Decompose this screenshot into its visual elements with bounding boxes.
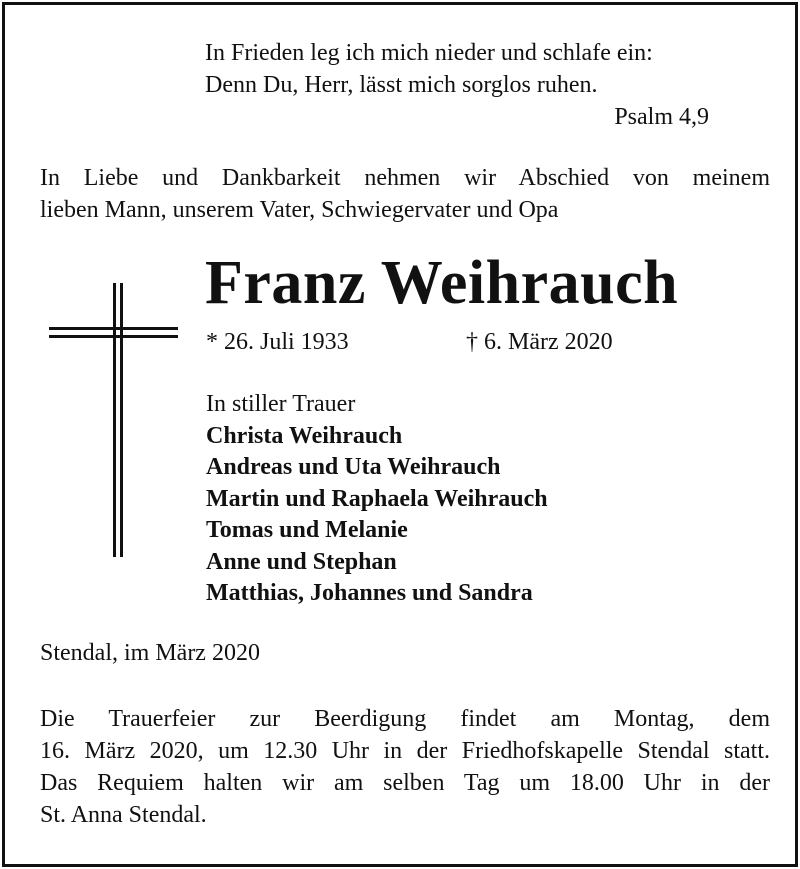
intro-line-1: In Liebe und Dankbarkeit nehmen wir Abschied von meinem xyxy=(40,165,770,191)
verse-reference: Psalm 4,9 xyxy=(614,104,709,130)
mourner-name: Christa Weihrauch xyxy=(206,422,403,449)
funeral-line-3: Das Requiem halten wir am selben Tag um 18.00 Uhr in der xyxy=(40,770,770,796)
intro-line-2: lieben Mann, unserem Vater, Schwiegervater und Opa xyxy=(40,197,559,223)
mourner-name: Andreas und Uta Weihrauch xyxy=(206,454,501,480)
deceased-name: Franz Weihrauch xyxy=(205,249,679,317)
verse-line-2: Denn Du, Herr, lässt mich sorglos ruhen. xyxy=(205,72,598,98)
funeral-notice xyxy=(40,703,770,831)
mourner-name: Martin und Raphaela Weihrauch xyxy=(206,485,548,512)
mourner-name: Matthias, Johannes und Sandra xyxy=(206,580,533,606)
funeral-line-2: 16. März 2020, um 12.30 Uhr in der Friedhofskapelle Stendal statt. xyxy=(40,738,770,764)
mourners-heading: In stiller Trauer xyxy=(206,391,356,417)
funeral-line-1: Die Trauerfeier zur Beerdigung findet am Montag, dem xyxy=(40,706,770,732)
mourner-name: Tomas und Melanie xyxy=(206,517,408,543)
birth-date: * 26. Juli 1933 xyxy=(206,329,349,355)
mourner-name: Anne und Stephan xyxy=(206,548,397,575)
verse-line-1: In Frieden leg ich mich nieder und schlafe ein: xyxy=(205,40,653,66)
death-date: † 6. März 2020 xyxy=(466,329,613,355)
obituary-frame xyxy=(2,2,798,867)
place-and-date: Stendal, im März 2020 xyxy=(40,640,260,666)
mourners-list xyxy=(206,389,548,610)
funeral-line-4: St. Anna Stendal. xyxy=(40,802,207,828)
bible-verse xyxy=(205,37,653,101)
cross-icon xyxy=(5,5,205,605)
intro-text xyxy=(40,162,770,226)
